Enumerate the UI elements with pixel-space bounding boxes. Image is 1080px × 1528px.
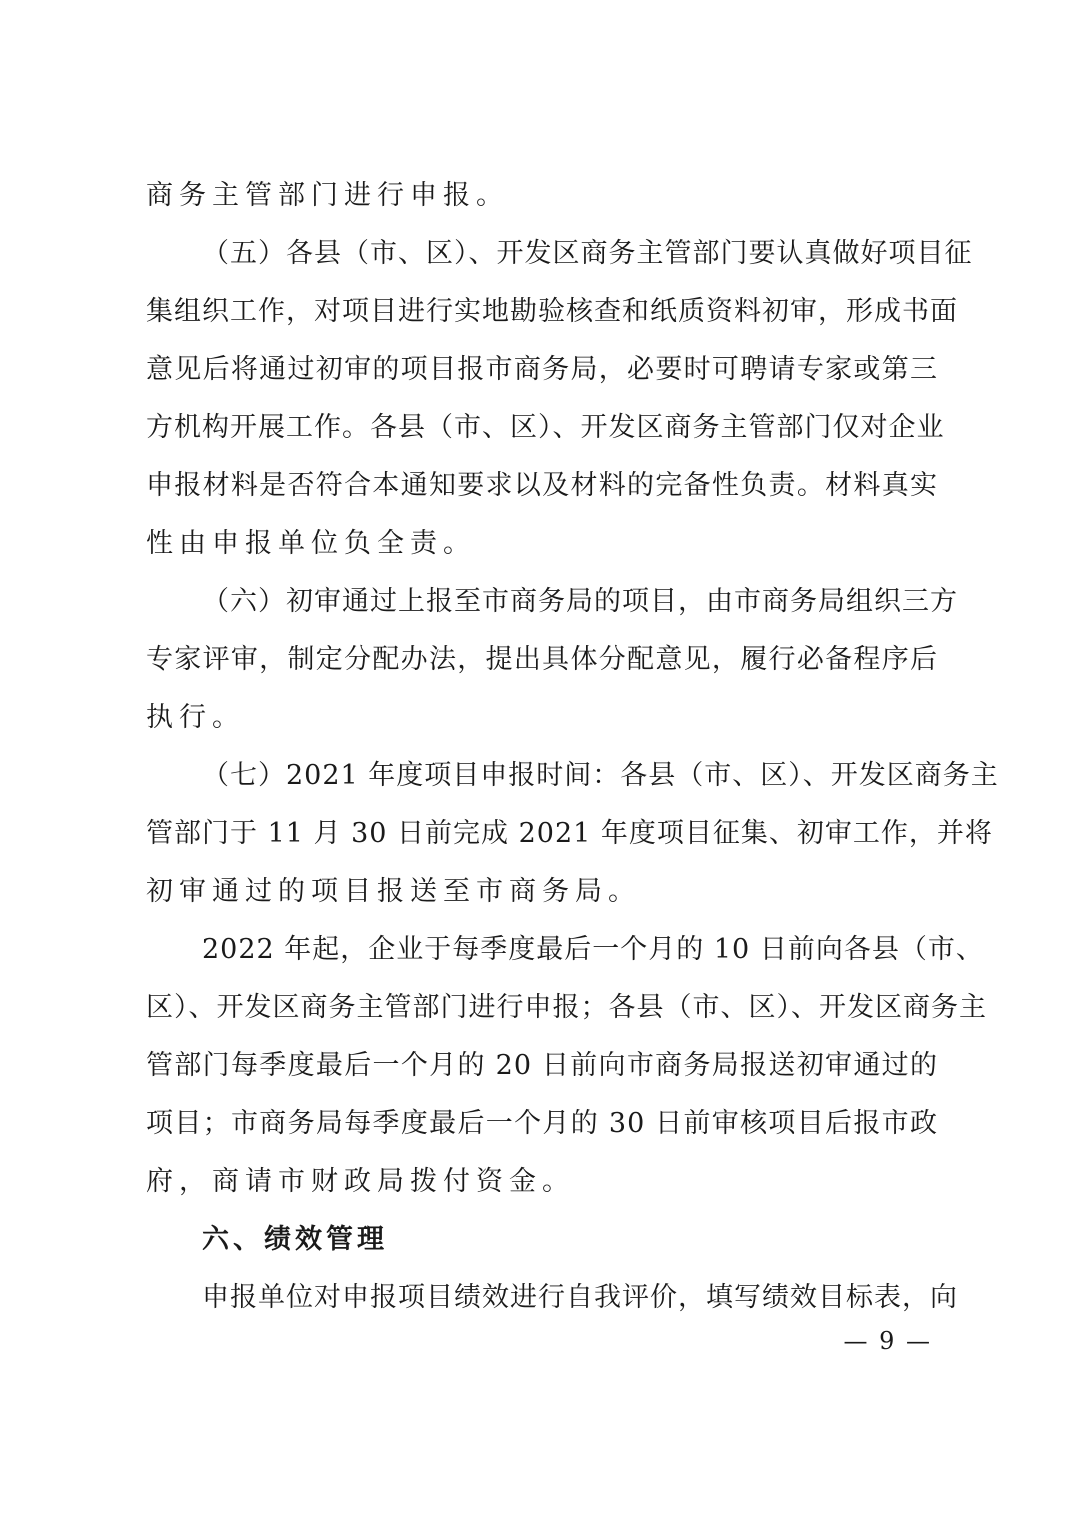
text-line: 商务主管部门进行申报。: [146, 180, 509, 211]
text-line: 申报材料是否符合本通知要求以及材料的完备性负责。材料真实: [146, 470, 938, 501]
text-line: 2022 年起，企业于每季度最后一个月的 10 日前向各县（市、: [202, 934, 984, 965]
text-line: 府，商请市财政局拨付资金。: [146, 1166, 575, 1197]
text-line: 区）、开发区商务主管部门进行申报；各县（市、区）、开发区商务主: [146, 992, 987, 1023]
text-line: （六）初审通过上报至市商务局的项目，由市商务局组织三方: [202, 586, 958, 617]
text-line: （七）2021 年度项目申报时间：各县（市、区）、开发区商务主: [202, 760, 999, 791]
text-line: 初审通过的项目报送至市商务局。: [146, 876, 641, 907]
page-number: — 9 —: [843, 1327, 932, 1355]
text-line: 管部门每季度最后一个月的 20 日前向市商务局报送初审通过的: [146, 1050, 938, 1081]
text-line: 方机构开展工作。各县（市、区）、开发区商务主管部门仅对企业: [146, 412, 945, 443]
text-line: 管部门于 11 月 30 日前完成 2021 年度项目征集、初审工作，并将: [146, 818, 993, 849]
text-line: 项目；市商务局每季度最后一个月的 30 日前审核项目后报市政: [146, 1108, 938, 1139]
text-line: 专家评审，制定分配办法，提出具体分配意见，履行必备程序后: [146, 644, 938, 675]
section-heading: 六、绩效管理: [202, 1224, 388, 1255]
text-line: 申报单位对申报项目绩效进行自我评价，填写绩效目标表，向: [202, 1282, 958, 1313]
text-line: （五）各县（市、区）、开发区商务主管部门要认真做好项目征: [202, 238, 973, 269]
text-line: 性由申报单位负全责。: [146, 528, 476, 559]
text-line: 意见后将通过初审的项目报市商务局，必要时可聘请专家或第三: [146, 354, 938, 385]
text-line: 集组织工作，对项目进行实地勘验核查和纸质资料初审，形成书面: [146, 296, 958, 327]
text-line: 执行。: [146, 702, 245, 733]
